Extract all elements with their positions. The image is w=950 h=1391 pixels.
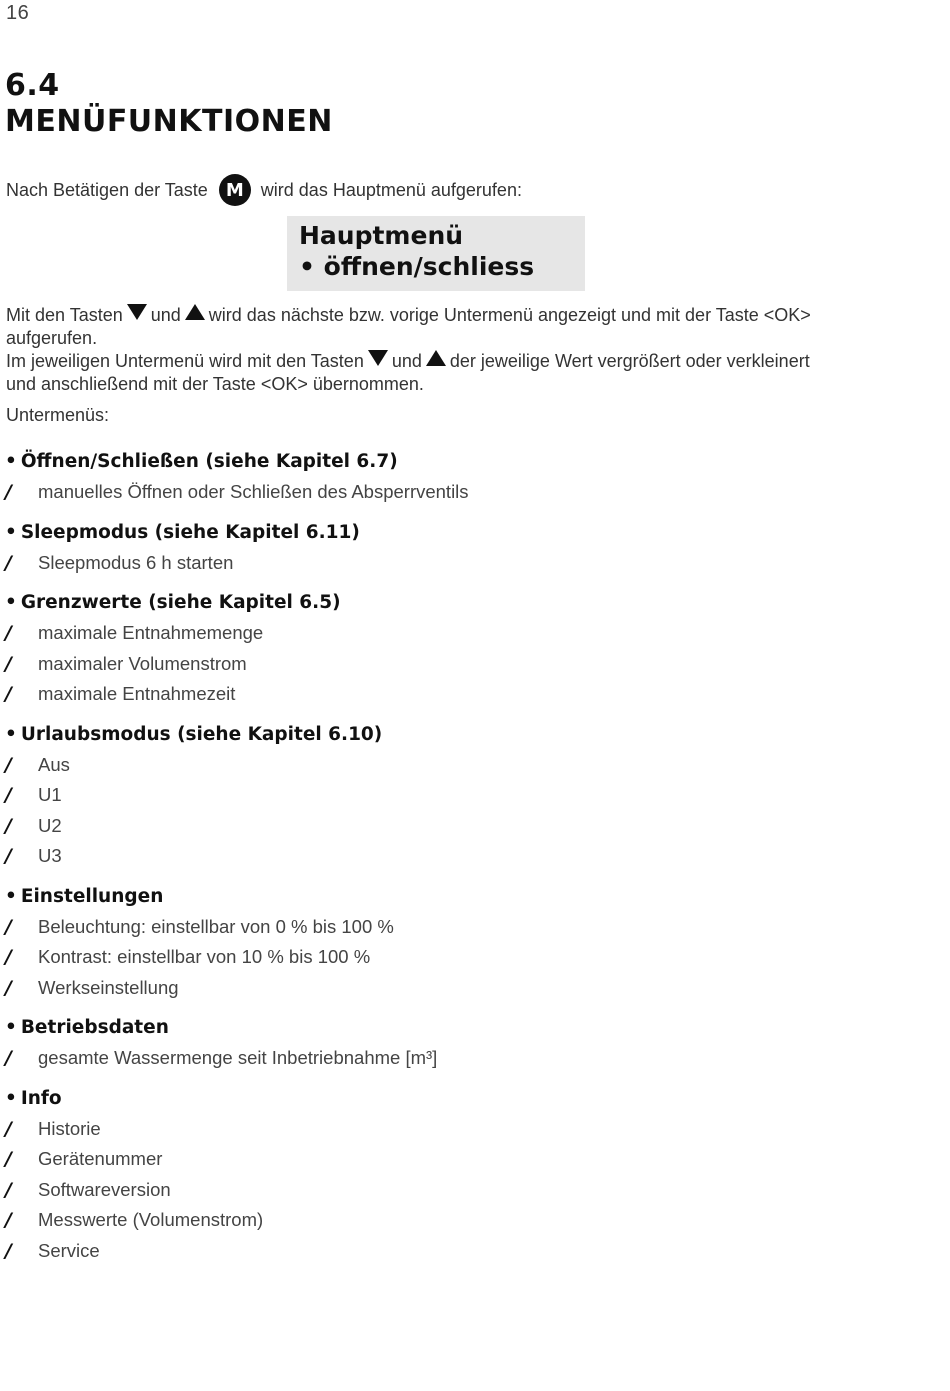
arrow-down-icon: [368, 350, 388, 366]
para1-part1: Mit den Tasten: [6, 305, 123, 325]
submenu-section: [5, 720, 905, 872]
submenu-item-text: U1: [38, 784, 62, 805]
bullet-icon: •: [5, 592, 17, 613]
submenu-item-text: Gerätenummer: [38, 1148, 163, 1169]
submenu-section: [5, 882, 905, 1004]
intro-text-after: wird das Hauptmenü aufgerufen:: [260, 179, 522, 200]
slash-icon: /: [5, 1209, 12, 1231]
para2-part4: und anschließend mit der Taste <OK> übernommen.: [6, 374, 424, 394]
submenu-item-text: Kontrast: einstellbar von 10 % bis 100 %: [38, 946, 371, 967]
submenu-item: [5, 973, 905, 1004]
bullet-icon: •: [5, 451, 17, 472]
arrow-up-icon: [185, 304, 205, 320]
submenu-item-text: maximale Entnahmemenge: [38, 622, 264, 643]
slash-icon: /: [5, 946, 12, 968]
slash-icon: /: [5, 976, 12, 999]
submenu-title: [5, 1084, 905, 1114]
submenu-item: [5, 1205, 905, 1236]
bullet-icon: •: [5, 1087, 17, 1109]
submenu-item: [5, 780, 905, 811]
submenu-item-text: maximale Entnahmezeit: [38, 683, 236, 704]
para2-part3: der jeweilige Wert vergrößert oder verkleinert: [449, 351, 810, 371]
submenu-item-text: Messwerte (Volumenstrom): [38, 1209, 264, 1230]
submenu-item-text: U3: [38, 845, 62, 866]
submenu-item-text: Softwareversion: [38, 1178, 171, 1200]
submenu-title-text: Öffnen/Schließen (siehe Kapitel 6.7): [20, 451, 398, 472]
submenu-title-text: Betriebsdaten: [20, 1017, 169, 1038]
submenu-item: [5, 1175, 905, 1206]
submenu-item: [5, 750, 905, 781]
submenu-title-text: Grenzwerte (siehe Kapitel 6.5): [20, 592, 341, 613]
submenu-item-text: Beleuchtung: einstellbar von 0 % bis 100 %: [38, 915, 394, 937]
slash-icon: /: [5, 551, 12, 574]
slash-icon: /: [5, 652, 12, 675]
submenu-item: [5, 1043, 905, 1074]
submenu-item: [5, 649, 905, 680]
submenu-item: [5, 548, 905, 579]
submenu-title: [5, 1013, 905, 1043]
submenu-item: [5, 841, 905, 872]
slash-icon: /: [5, 915, 12, 938]
display-line-2: • öffnen/schliess: [299, 252, 535, 281]
para2-part1: Im jeweiligen Untermenü wird mit den Tasten: [6, 351, 364, 371]
arrow-down-icon: [127, 304, 147, 320]
bullet-icon: •: [5, 1017, 17, 1038]
slash-icon: /: [5, 1047, 12, 1069]
page-number: 16: [6, 2, 30, 24]
section-heading: [5, 68, 333, 140]
slash-icon: /: [5, 814, 12, 837]
para2-part2: und: [391, 351, 422, 371]
para1-part3: wird das nächste bzw. vorige Untermenü angezeigt und mit der Taste <OK>: [208, 305, 811, 325]
submenu-item: [5, 1114, 905, 1145]
para1-part2: und: [150, 305, 181, 325]
section-title: MENÜFUNKTIONEN: [5, 104, 333, 139]
submenu-title: [5, 447, 905, 477]
slash-icon: /: [5, 481, 12, 503]
submenu-item-text: manuelles Öffnen oder Schließen des Absperrventils: [38, 481, 469, 502]
slash-icon: /: [5, 1178, 12, 1201]
slash-icon: /: [5, 683, 12, 705]
submenu-item-text: Service: [38, 1239, 100, 1261]
submenu-item-text: Aus: [38, 753, 70, 775]
display-line-1: Hauptmenü: [299, 221, 464, 250]
submenu-title-text: Urlaubsmodus (siehe Kapitel 6.10): [20, 723, 383, 745]
submenu-item: [5, 942, 905, 973]
submenu-section: [5, 1013, 905, 1074]
submenu-item-text: Sleepmodus 6 h starten: [38, 551, 234, 573]
submenu-item: [5, 912, 905, 943]
submenu-item: [5, 1236, 905, 1267]
submenu-item: [5, 618, 905, 649]
intro-paragraph: [6, 174, 522, 206]
submenu-section: [5, 1084, 905, 1267]
submenu-section: [5, 518, 905, 579]
bullet-icon: •: [5, 521, 17, 543]
submenu-title: [5, 882, 905, 912]
submenus-label: Untermenüs:: [6, 405, 110, 425]
arrow-up-icon: [426, 350, 446, 366]
submenu-list: [5, 444, 905, 1276]
menu-key-icon: M: [219, 174, 251, 206]
slash-icon: /: [5, 753, 12, 776]
bullet-icon: •: [5, 723, 17, 745]
submenu-item: [5, 477, 905, 508]
submenu-title: [5, 588, 905, 618]
submenu-item-text: maximaler Volumenstrom: [38, 652, 247, 674]
slash-icon: /: [5, 1117, 12, 1140]
submenu-item-text: Historie: [38, 1117, 101, 1139]
submenu-title-text: Info: [20, 1087, 62, 1109]
submenu-title: [5, 518, 905, 548]
slash-icon: /: [5, 845, 12, 867]
submenu-section: [5, 588, 905, 710]
intro-text-before: Nach Betätigen der Taste: [6, 179, 208, 200]
submenu-section: [5, 447, 905, 508]
submenu-title: [5, 720, 905, 750]
bullet-icon: •: [5, 885, 17, 907]
navigation-paragraph: [6, 304, 906, 396]
submenu-title-text: Einstellungen: [20, 885, 164, 907]
para1-part4: aufgerufen.: [6, 328, 98, 348]
submenu-item: [5, 679, 905, 710]
submenu-item-text: gesamte Wassermenge seit Inbetriebnahme [m³]: [38, 1047, 438, 1068]
submenu-item-text: U2: [38, 814, 62, 836]
submenu-item: [5, 1144, 905, 1175]
slash-icon: /: [5, 622, 12, 644]
submenu-title-text: Sleepmodus (siehe Kapitel 6.11): [20, 521, 360, 543]
section-number: 6.4: [5, 68, 60, 103]
slash-icon: /: [5, 1239, 12, 1262]
submenu-item: [5, 811, 905, 842]
display-panel: [287, 216, 585, 291]
slash-icon: /: [5, 1148, 12, 1170]
slash-icon: /: [5, 784, 12, 806]
submenu-item-text: Werkseinstellung: [38, 976, 179, 998]
